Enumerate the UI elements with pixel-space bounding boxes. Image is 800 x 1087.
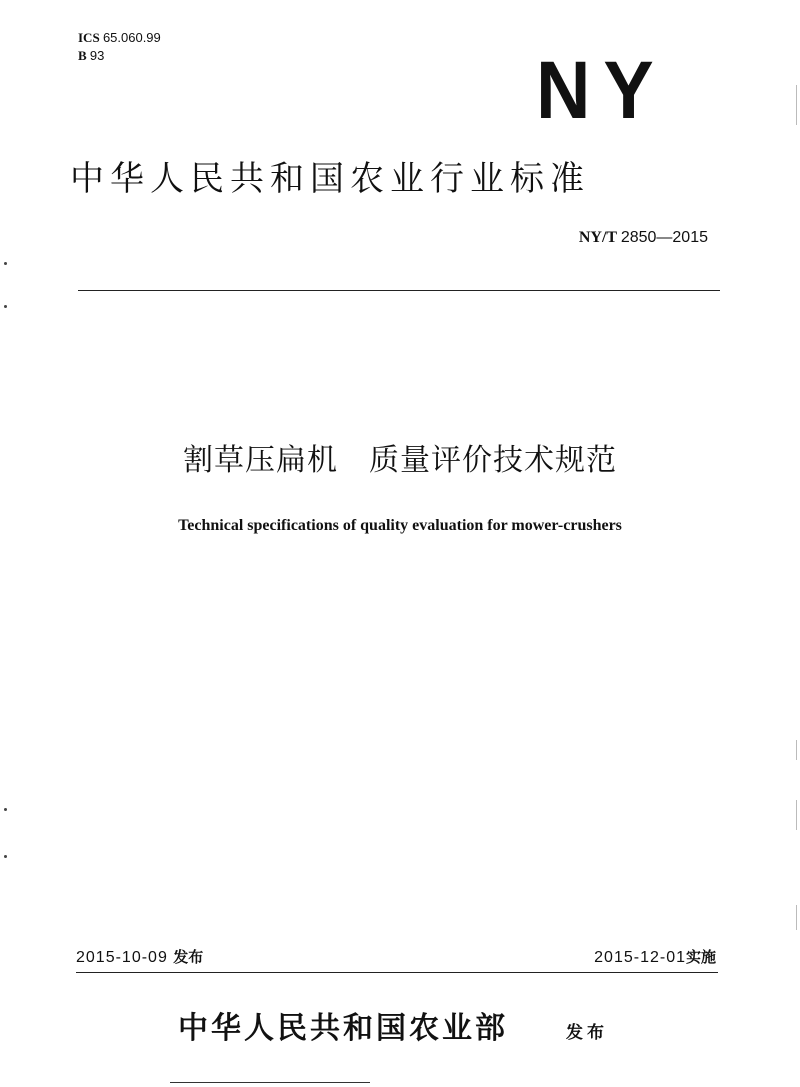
ccs-label: B (78, 48, 87, 63)
implementation-date-value: 2015-12-01 (594, 949, 686, 966)
bottom-rule (170, 1082, 370, 1083)
ccs-code (78, 48, 104, 64)
standard-category-title: 中华人民共和国农业行业标准 (70, 159, 590, 199)
ics-number: 65.060.99 (102, 30, 161, 45)
ics-code (78, 30, 161, 46)
scan-speck (4, 808, 7, 811)
ics-label: ICS (78, 30, 100, 45)
edge-mark (796, 85, 797, 125)
edge-mark (796, 800, 797, 830)
publisher-name: 中华人民共和国农业部 (178, 1011, 508, 1046)
scan-speck (4, 305, 7, 308)
scan-speck (4, 855, 7, 858)
document-title-chinese: 割草压扁机 质量评价技术规范 (183, 443, 617, 478)
issue-label: 发布 (173, 948, 204, 966)
standard-number (579, 228, 708, 248)
footer-divider (76, 972, 718, 973)
implementation-label: 实施 (685, 948, 716, 966)
ccs-number: 93 (89, 48, 105, 63)
issue-date (76, 947, 203, 968)
scan-speck (4, 262, 7, 265)
edge-mark (796, 905, 797, 930)
implementation-date (594, 947, 716, 968)
standard-code: 2850—2015 (620, 229, 708, 246)
standard-prefix: NY/T (578, 229, 617, 246)
publisher-label: 发布 (566, 1023, 608, 1043)
edge-mark (796, 740, 797, 760)
ny-logo: NY (536, 45, 667, 136)
issue-date-value: 2015-10-09 (76, 949, 168, 966)
header-divider (78, 290, 720, 291)
document-title-english: Technical specifications of quality evaluation for mower-crushers (178, 517, 622, 534)
